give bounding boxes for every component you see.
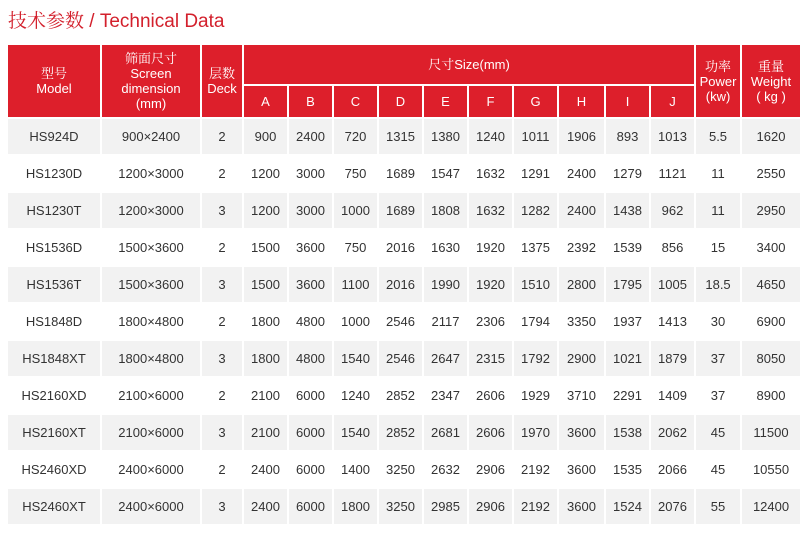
- table-cell: 12400: [742, 489, 800, 524]
- size-col-h: H: [559, 86, 604, 117]
- table-cell: 18.5: [696, 267, 740, 302]
- table-cell: 893: [606, 119, 649, 154]
- model-cell: HS2460XD: [8, 452, 100, 487]
- table-cell: 1879: [651, 341, 694, 376]
- page-title: 技术参数 / Technical Data: [8, 11, 225, 32]
- table-cell: 1282: [514, 193, 557, 228]
- table-cell: 1400: [334, 452, 377, 487]
- table-cell: 3: [202, 193, 242, 228]
- table-cell: 4800: [289, 304, 332, 339]
- table-cell: 2: [202, 119, 242, 154]
- table-cell: 900: [244, 119, 287, 154]
- table-row: [8, 415, 800, 450]
- table-cell: 2900: [559, 341, 604, 376]
- table-cell: 2016: [379, 230, 422, 265]
- table-cell: 6000: [289, 415, 332, 450]
- table-cell: 2800: [559, 267, 604, 302]
- table-cell: 2315: [469, 341, 512, 376]
- table-cell: 3600: [559, 415, 604, 450]
- table-cell: 2400×6000: [102, 452, 200, 487]
- table-cell: 2400: [289, 119, 332, 154]
- table-cell: 1100: [334, 267, 377, 302]
- size-col-f: F: [469, 86, 512, 117]
- table-cell: 30: [696, 304, 740, 339]
- table-cell: 45: [696, 452, 740, 487]
- table-cell: 11: [696, 156, 740, 191]
- table-cell: 1800: [244, 341, 287, 376]
- table-cell: 15: [696, 230, 740, 265]
- table-cell: 2: [202, 452, 242, 487]
- table-cell: 3350: [559, 304, 604, 339]
- table-cell: 2062: [651, 415, 694, 450]
- table-cell: 900×2400: [102, 119, 200, 154]
- table-cell: 2681: [424, 415, 467, 450]
- table-cell: 2400: [559, 156, 604, 191]
- table-cell: 37: [696, 341, 740, 376]
- model-cell: HS1848XT: [8, 341, 100, 376]
- table-cell: 1632: [469, 193, 512, 228]
- table-row: [8, 341, 800, 376]
- table-cell: 6000: [289, 378, 332, 413]
- table-cell: 3: [202, 415, 242, 450]
- table-cell: 1005: [651, 267, 694, 302]
- table-row: [8, 489, 800, 524]
- table-cell: 3600: [559, 452, 604, 487]
- model-cell: HS2460XT: [8, 489, 100, 524]
- model-cell: HS1536T: [8, 267, 100, 302]
- table-cell: 2632: [424, 452, 467, 487]
- table-cell: 1990: [424, 267, 467, 302]
- table-cell: 1535: [606, 452, 649, 487]
- table-cell: 2076: [651, 489, 694, 524]
- size-col-j: J: [651, 86, 694, 117]
- model-cell: HS1536D: [8, 230, 100, 265]
- table-cell: 6000: [289, 489, 332, 524]
- table-cell: 6900: [742, 304, 800, 339]
- table-cell: 750: [334, 230, 377, 265]
- table-cell: 2546: [379, 304, 422, 339]
- table-cell: 1200: [244, 156, 287, 191]
- table-cell: 1547: [424, 156, 467, 191]
- table-cell: 1538: [606, 415, 649, 450]
- table-cell: 1800×4800: [102, 304, 200, 339]
- table-cell: 2100: [244, 415, 287, 450]
- table-cell: 2550: [742, 156, 800, 191]
- table-cell: 2192: [514, 489, 557, 524]
- table-cell: 1500×3600: [102, 230, 200, 265]
- model-cell: HS2160XD: [8, 378, 100, 413]
- table-cell: 1200×3000: [102, 193, 200, 228]
- table-cell: 55: [696, 489, 740, 524]
- table-cell: 10550: [742, 452, 800, 487]
- table-cell: 1800×4800: [102, 341, 200, 376]
- table-cell: 2606: [469, 378, 512, 413]
- table-cell: 3: [202, 489, 242, 524]
- table-cell: 2906: [469, 452, 512, 487]
- table-cell: 3: [202, 267, 242, 302]
- size-col-a: A: [244, 86, 287, 117]
- header-size: 尺寸Size(mm): [244, 45, 694, 84]
- table-cell: 2100×6000: [102, 415, 200, 450]
- table-cell: 2950: [742, 193, 800, 228]
- header-screen-dimension: 筛面尺寸 Screen dimension (mm): [102, 45, 200, 117]
- table-cell: 5.5: [696, 119, 740, 154]
- table-cell: 2: [202, 230, 242, 265]
- table-cell: 2400: [244, 489, 287, 524]
- table-row: [8, 267, 800, 302]
- table-cell: 1630: [424, 230, 467, 265]
- model-cell: HS1848D: [8, 304, 100, 339]
- table-cell: 2392: [559, 230, 604, 265]
- table-cell: 2: [202, 378, 242, 413]
- table-cell: 1315: [379, 119, 422, 154]
- table-cell: 2291: [606, 378, 649, 413]
- table-cell: 1689: [379, 156, 422, 191]
- table-cell: 720: [334, 119, 377, 154]
- size-col-e: E: [424, 86, 467, 117]
- table-cell: 1800: [244, 304, 287, 339]
- table-cell: 1792: [514, 341, 557, 376]
- table-cell: 1011: [514, 119, 557, 154]
- table-cell: 3250: [379, 452, 422, 487]
- size-col-i: I: [606, 86, 649, 117]
- table-cell: 1200: [244, 193, 287, 228]
- size-col-b: B: [289, 86, 332, 117]
- header-deck: 层数 Deck: [202, 45, 242, 117]
- table-cell: 2192: [514, 452, 557, 487]
- table-cell: 2066: [651, 452, 694, 487]
- model-cell: HS1230D: [8, 156, 100, 191]
- table-row: [8, 304, 800, 339]
- table-cell: 1689: [379, 193, 422, 228]
- table-cell: 3250: [379, 489, 422, 524]
- table-cell: 2100: [244, 378, 287, 413]
- table-cell: 3600: [559, 489, 604, 524]
- table-cell: 2400×6000: [102, 489, 200, 524]
- table-cell: 1240: [334, 378, 377, 413]
- table-cell: 1524: [606, 489, 649, 524]
- table-cell: 1620: [742, 119, 800, 154]
- table-cell: 1291: [514, 156, 557, 191]
- table-cell: 2606: [469, 415, 512, 450]
- table-cell: 1279: [606, 156, 649, 191]
- header-weight: 重量 Weight ( kg ): [742, 45, 800, 117]
- table-cell: 1510: [514, 267, 557, 302]
- table-cell: 2906: [469, 489, 512, 524]
- table-cell: 1808: [424, 193, 467, 228]
- table-row: [8, 378, 800, 413]
- table-cell: 1937: [606, 304, 649, 339]
- table-cell: 750: [334, 156, 377, 191]
- table-cell: 8900: [742, 378, 800, 413]
- table-cell: 1929: [514, 378, 557, 413]
- table-row: [8, 119, 800, 154]
- table-cell: 2117: [424, 304, 467, 339]
- model-cell: HS924D: [8, 119, 100, 154]
- table-cell: 1121: [651, 156, 694, 191]
- table-cell: 8050: [742, 341, 800, 376]
- header-power: 功率 Power (kw): [696, 45, 740, 117]
- header-row: [8, 45, 800, 84]
- size-col-c: C: [334, 86, 377, 117]
- table-cell: 2647: [424, 341, 467, 376]
- table-cell: 2347: [424, 378, 467, 413]
- table-cell: 1920: [469, 267, 512, 302]
- table-cell: 1375: [514, 230, 557, 265]
- table-row: [8, 193, 800, 228]
- table-cell: 3000: [289, 156, 332, 191]
- table-cell: 4800: [289, 341, 332, 376]
- table-cell: 856: [651, 230, 694, 265]
- table-cell: 2: [202, 304, 242, 339]
- table-cell: 962: [651, 193, 694, 228]
- table-cell: 45: [696, 415, 740, 450]
- table-cell: 1413: [651, 304, 694, 339]
- table-cell: 1794: [514, 304, 557, 339]
- table-cell: 3000: [289, 193, 332, 228]
- table-cell: 1920: [469, 230, 512, 265]
- table-cell: 1906: [559, 119, 604, 154]
- table-cell: 2852: [379, 378, 422, 413]
- size-col-d: D: [379, 86, 422, 117]
- table-cell: 4650: [742, 267, 800, 302]
- table-row: [8, 156, 800, 191]
- table-cell: 1021: [606, 341, 649, 376]
- table-cell: 6000: [289, 452, 332, 487]
- table-cell: 2852: [379, 415, 422, 450]
- table-cell: 11500: [742, 415, 800, 450]
- table-cell: 1380: [424, 119, 467, 154]
- table-cell: 1500×3600: [102, 267, 200, 302]
- table-cell: 1500: [244, 230, 287, 265]
- model-cell: HS1230T: [8, 193, 100, 228]
- table-cell: 2400: [559, 193, 604, 228]
- header-model: 型号 Model: [8, 45, 100, 117]
- table-cell: 3600: [289, 230, 332, 265]
- table-cell: 1200×3000: [102, 156, 200, 191]
- table-cell: 3600: [289, 267, 332, 302]
- table-cell: 1013: [651, 119, 694, 154]
- model-cell: HS2160XT: [8, 415, 100, 450]
- table-cell: 1240: [469, 119, 512, 154]
- table-row: [8, 452, 800, 487]
- table-cell: 1800: [334, 489, 377, 524]
- table-cell: 1438: [606, 193, 649, 228]
- table-cell: 3710: [559, 378, 604, 413]
- table-cell: 2306: [469, 304, 512, 339]
- table-cell: 1539: [606, 230, 649, 265]
- table-row: [8, 230, 800, 265]
- size-col-g: G: [514, 86, 557, 117]
- table-cell: 1540: [334, 415, 377, 450]
- table-cell: 1000: [334, 193, 377, 228]
- table-cell: 2: [202, 156, 242, 191]
- table-cell: 1409: [651, 378, 694, 413]
- table-cell: 1000: [334, 304, 377, 339]
- table-cell: 2016: [379, 267, 422, 302]
- technical-data-table: [6, 43, 800, 526]
- table-cell: 1540: [334, 341, 377, 376]
- table-cell: 3400: [742, 230, 800, 265]
- table-cell: 2100×6000: [102, 378, 200, 413]
- table-cell: 3: [202, 341, 242, 376]
- table-cell: 2985: [424, 489, 467, 524]
- table-cell: 1632: [469, 156, 512, 191]
- table-cell: 37: [696, 378, 740, 413]
- table-cell: 2400: [244, 452, 287, 487]
- table-cell: 2546: [379, 341, 422, 376]
- table-cell: 1795: [606, 267, 649, 302]
- table-cell: 1970: [514, 415, 557, 450]
- table-cell: 11: [696, 193, 740, 228]
- table-cell: 1500: [244, 267, 287, 302]
